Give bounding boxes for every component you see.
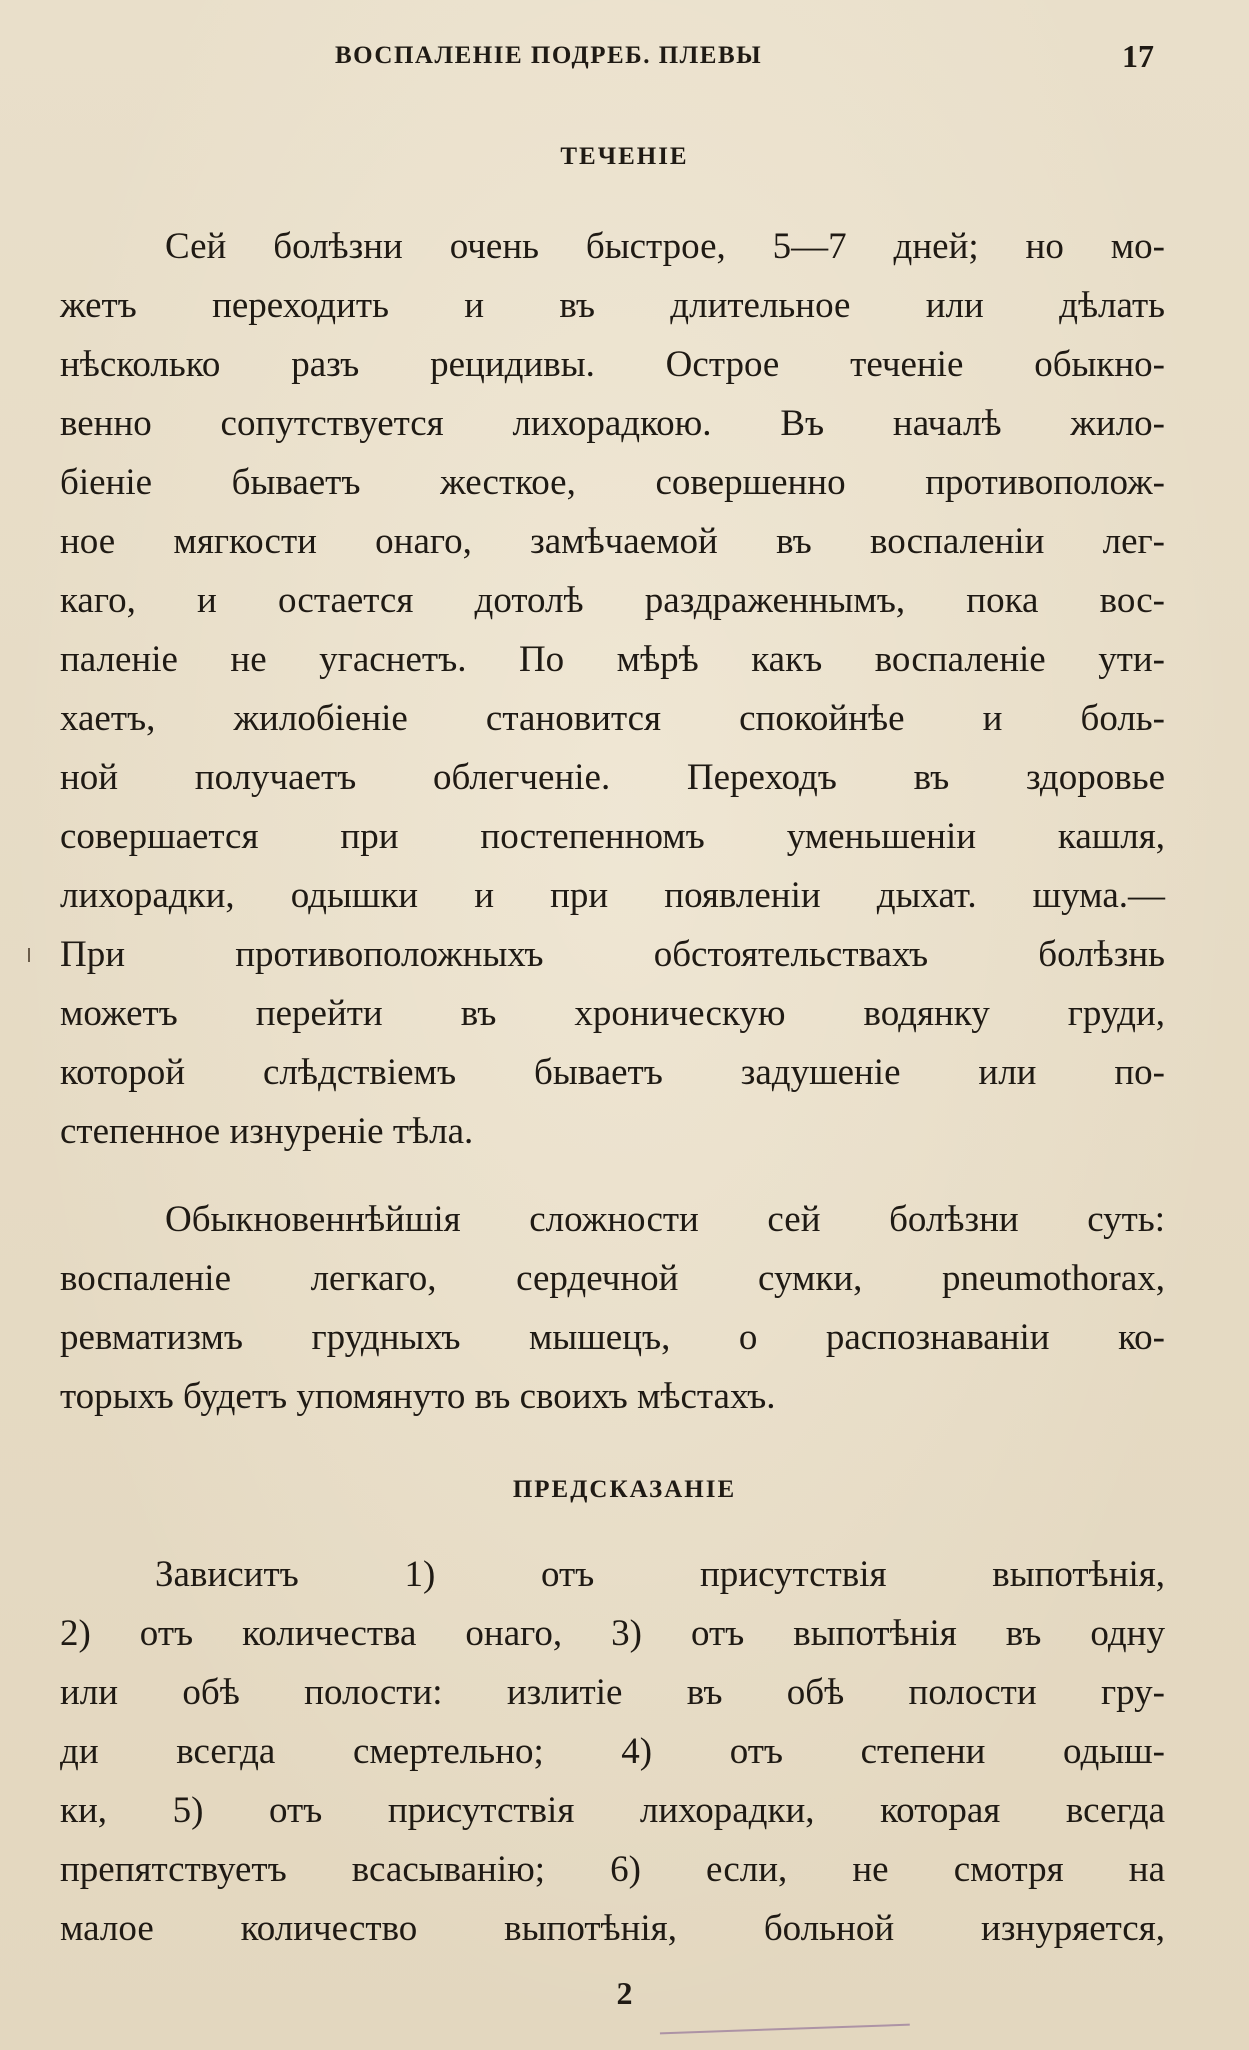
text-line: малое количество выпотѣнія, больной изнуряется, bbox=[60, 1908, 1165, 1949]
text-line: Зависитъ 1) отъ присутствія выпотѣнія, bbox=[155, 1554, 1165, 1595]
text-line: препятствуетъ всасыванію; 6) если, не смотря на bbox=[60, 1849, 1165, 1890]
text-line: воспаленіе легкаго, сердечной сумки, pneumothorax, bbox=[60, 1258, 1165, 1299]
text-line: Обыкновеннѣйшія сложности сей болѣзни суть: bbox=[165, 1199, 1165, 1240]
text-line: біеніе бываетъ жесткое, совершенно противополож- bbox=[60, 462, 1165, 503]
text-line: ки, 5) отъ присутствія лихорадки, которая всегда bbox=[60, 1790, 1165, 1831]
running-head: ВОСПАЛЕНІЕ ПОДРЕБ. ПЛЕВЫ bbox=[335, 42, 763, 69]
paragraph-course bbox=[60, 217, 1165, 1161]
text-line: ревматизмъ грудныхъ мышецъ, о распознаваніи ко- bbox=[60, 1317, 1165, 1358]
text-line: жетъ переходить и въ длительное или дѣлать bbox=[60, 285, 1165, 326]
text-line: При противоположныхъ обстоятельствахъ болѣзнь bbox=[60, 934, 1165, 975]
margin-mark bbox=[28, 948, 30, 962]
paragraph-complications bbox=[60, 1190, 1165, 1426]
text-line: ное мягкости онаго, замѣчаемой въ воспаленіи лег- bbox=[60, 521, 1165, 562]
text-line: 2) отъ количества онаго, 3) отъ выпотѣнія въ одну bbox=[60, 1613, 1165, 1654]
signature-mark: 2 bbox=[616, 1975, 633, 2011]
text-line: совершается при постепенномъ уменьшеніи кашля, bbox=[60, 816, 1165, 857]
text-line: степенное изнуреніе тѣла. bbox=[60, 1111, 474, 1152]
text-line: хаетъ, жилобіеніе становится спокойнѣе и боль- bbox=[60, 698, 1165, 739]
text-line: или обѣ полости: излитіе въ обѣ полости гру- bbox=[60, 1672, 1165, 1713]
text-line: венно сопутствуется лихорадкою. Въ началѣ жило- bbox=[60, 403, 1165, 444]
text-line: нѣсколько разъ рецидивы. Острое теченіе обыкно- bbox=[60, 344, 1165, 385]
text-line: можетъ перейти въ хроническую водянку груди, bbox=[60, 993, 1165, 1034]
ink-scribble bbox=[660, 2024, 910, 2043]
text-line: паленіе не угаснетъ. По мѣрѣ какъ воспаленіе ути- bbox=[60, 639, 1165, 680]
text-line: торыхъ будетъ упомянуто въ своихъ мѣстахъ. bbox=[60, 1376, 776, 1417]
text-line: лихорадки, одышки и при появленіи дыхат. шума.— bbox=[60, 875, 1165, 916]
paragraph-prognosis bbox=[60, 1545, 1165, 1958]
text-line: которой слѣдствіемъ бываетъ задушеніе или по- bbox=[60, 1052, 1165, 1093]
text-line: каго, и остается дотолѣ раздраженнымъ, пока вос- bbox=[60, 580, 1165, 621]
text-line: Сей болѣзни очень быстрое, 5—7 дней; но мо- bbox=[165, 226, 1165, 267]
page-number: 17 bbox=[1122, 38, 1154, 74]
section-heading-course: ТЕЧЕНІЕ bbox=[560, 143, 689, 170]
section-heading-prognosis: ПРЕДСКАЗАНІЕ bbox=[512, 1476, 737, 1503]
text-line: ной получаетъ облегченіе. Переходъ въ здоровье bbox=[60, 757, 1165, 798]
text-line: ди всегда смертельно; 4) отъ степени одыш- bbox=[60, 1731, 1165, 1772]
